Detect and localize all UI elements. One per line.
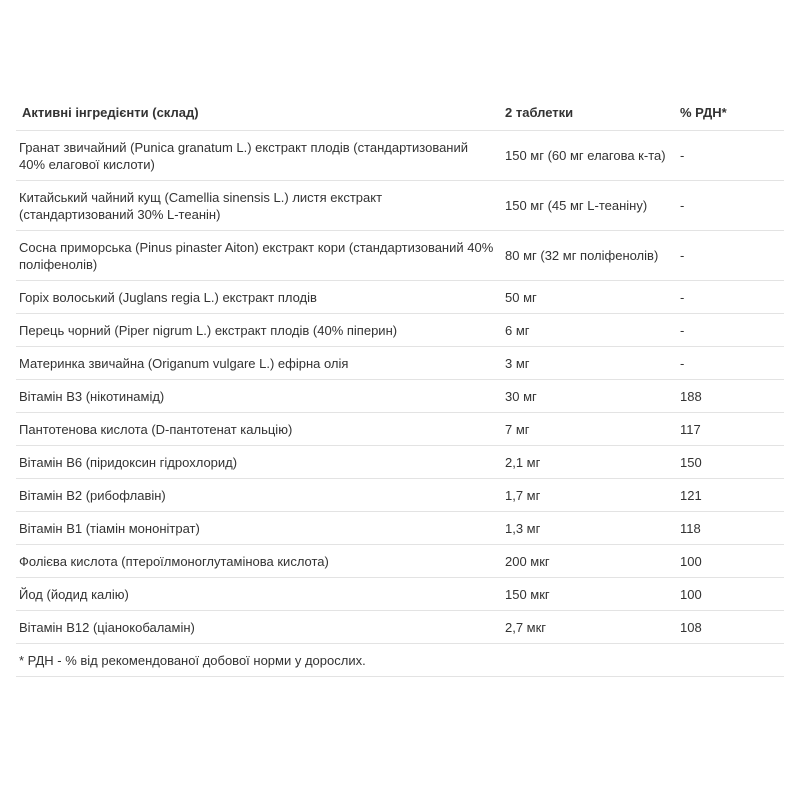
cell-dose: 1,7 мг <box>501 479 676 512</box>
cell-ingredient: Горіх волоський (Juglans regia L.) екстракт плодів <box>16 281 501 314</box>
cell-ingredient: Перець чорний (Piper nigrum L.) екстракт плодів (40% піперин) <box>16 314 501 347</box>
cell-dose: 200 мкг <box>501 545 676 578</box>
cell-rdn: 121 <box>676 479 784 512</box>
cell-ingredient: Вітамін В6 (піридоксин гідрохлорид) <box>16 446 501 479</box>
cell-ingredient: Гранат звичайний (Punica granatum L.) екстракт плодів (стандартизований 40% елагової кислоти) <box>16 131 501 181</box>
cell-dose: 150 мг (60 мг елагова к-та) <box>501 131 676 181</box>
cell-rdn: - <box>676 131 784 181</box>
table-row <box>16 578 784 611</box>
cell-dose: 2,7 мкг <box>501 611 676 644</box>
cell-dose: 3 мг <box>501 347 676 380</box>
cell-rdn: 188 <box>676 380 784 413</box>
table-row <box>16 231 784 281</box>
ingredients-table <box>16 95 784 644</box>
cell-ingredient: Вітамін В12 (ціанокобаламін) <box>16 611 501 644</box>
table-row <box>16 446 784 479</box>
table-row <box>16 380 784 413</box>
table-row <box>16 281 784 314</box>
table-row <box>16 512 784 545</box>
header-rdn: % РДН* <box>676 95 784 131</box>
table-body <box>16 131 784 644</box>
cell-rdn: - <box>676 231 784 281</box>
cell-rdn: - <box>676 181 784 231</box>
cell-dose: 7 мг <box>501 413 676 446</box>
cell-dose: 50 мг <box>501 281 676 314</box>
cell-ingredient: Сосна приморська (Pinus pinaster Aiton) екстракт кори (стандартизований 40% поліфенолів) <box>16 231 501 281</box>
cell-ingredient: Вітамін В2 (рибофлавін) <box>16 479 501 512</box>
cell-rdn: - <box>676 314 784 347</box>
header-dose: 2 таблетки <box>501 95 676 131</box>
cell-dose: 80 мг (32 мг поліфенолів) <box>501 231 676 281</box>
cell-dose: 1,3 мг <box>501 512 676 545</box>
cell-rdn: 117 <box>676 413 784 446</box>
cell-rdn: - <box>676 347 784 380</box>
ingredients-table-container <box>16 95 784 677</box>
cell-rdn: - <box>676 281 784 314</box>
cell-rdn: 100 <box>676 545 784 578</box>
cell-rdn: 118 <box>676 512 784 545</box>
table-header <box>16 95 784 131</box>
table-row <box>16 314 784 347</box>
cell-ingredient: Пантотенова кислота (D-пантотенат кальцію) <box>16 413 501 446</box>
table-row <box>16 413 784 446</box>
cell-ingredient: Йод (йодид калію) <box>16 578 501 611</box>
cell-ingredient: Китайський чайний кущ (Camellia sinensis L.) листя екстракт (стандартизований 30% L-теанін) <box>16 181 501 231</box>
cell-ingredient: Фолієва кислота (птероїлмоноглутамінова кислота) <box>16 545 501 578</box>
cell-rdn: 100 <box>676 578 784 611</box>
cell-dose: 150 мг (45 мг L-теаніну) <box>501 181 676 231</box>
table-row <box>16 479 784 512</box>
rdn-footnote: * РДН - % від рекомендованої добової норми у дорослих. <box>16 644 784 677</box>
cell-rdn: 108 <box>676 611 784 644</box>
cell-dose: 6 мг <box>501 314 676 347</box>
cell-ingredient: Материнка звичайна (Origanum vulgare L.) ефірна олія <box>16 347 501 380</box>
cell-dose: 2,1 мг <box>501 446 676 479</box>
table-row <box>16 131 784 181</box>
cell-ingredient: Вітамін В1 (тіамін мононітрат) <box>16 512 501 545</box>
table-row <box>16 181 784 231</box>
table-row <box>16 545 784 578</box>
header-row <box>16 95 784 131</box>
header-ingredient: Активні інгредієнти (склад) <box>16 95 501 131</box>
table-row <box>16 347 784 380</box>
cell-dose: 30 мг <box>501 380 676 413</box>
cell-rdn: 150 <box>676 446 784 479</box>
cell-dose: 150 мкг <box>501 578 676 611</box>
table-row <box>16 611 784 644</box>
cell-ingredient: Вітамін В3 (нікотинамід) <box>16 380 501 413</box>
